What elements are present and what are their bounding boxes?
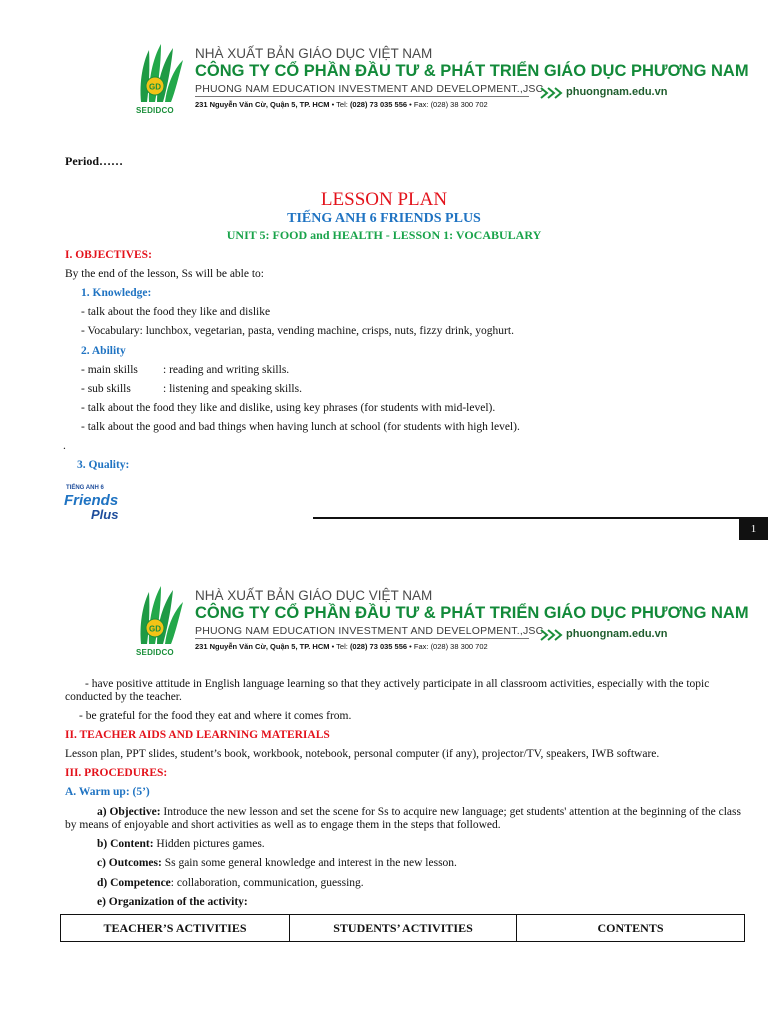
course-subtitle: TIẾNG ANH 6 FRIENDS PLUS — [287, 211, 481, 226]
objectives-heading: I. OBJECTIVES: — [65, 249, 152, 261]
knowledge-heading: 1. Knowledge: — [81, 287, 152, 299]
objective-text: Introduce the new lesson and set the scene for Ss to acquire new language; get students' attention at the beginning of the class by means of enjoyable and short activities as well as to engage them in the steps that followed. — [65, 806, 741, 831]
knowledge-item: - Vocabulary: lunchbox, vegetarian, pasta, vending machine, crisps, nuts, fizzy drink, yoghurt. — [81, 325, 514, 337]
objective-label: a) Objective: — [97, 806, 161, 818]
page-footer-rule — [313, 517, 768, 519]
logo-text: SEDIDCO — [136, 648, 174, 657]
table-header-teacher: TEACHER’S ACTIVITIES — [61, 915, 290, 942]
warmup-heading: A. Warm up: (5’) — [65, 786, 150, 798]
sub-skills-label: - sub skills — [81, 383, 131, 395]
outcomes-line — [97, 857, 457, 870]
activity-table — [60, 914, 745, 942]
content-text: Hidden pictures games. — [153, 838, 265, 850]
company-name: CÔNG TY CỔ PHẦN ĐẦU TƯ & PHÁT TRIỂN GIÁO DỤC PHƯƠNG NAM — [195, 62, 749, 80]
organization-heading: e) Organization of the activity: — [97, 896, 248, 908]
ability-item: - talk about the food they like and dislike, using key phrases (for students with mid-level). — [81, 402, 496, 414]
publisher-name: NHÀ XUẤT BẢN GIÁO DỤC VIỆT NAM — [195, 588, 433, 603]
table-header-row — [61, 915, 745, 942]
content-label: b) Content: — [97, 838, 154, 850]
svg-text:GD: GD — [149, 624, 161, 634]
ability-item: - talk about the good and bad things when having lunch at school (for students with high level). — [81, 421, 520, 433]
outcomes-label: c) Outcomes: — [97, 857, 162, 869]
header-divider — [195, 638, 529, 639]
sub-skills-value: : listening and speaking skills. — [163, 383, 302, 395]
sedidco-logo-icon — [135, 584, 187, 658]
competence-text: : collaboration, communication, guessing. — [170, 877, 364, 889]
main-skills-value: : reading and writing skills. — [163, 364, 290, 376]
chevrons-right-icon — [540, 87, 564, 99]
competence-line — [97, 877, 364, 890]
header-divider — [195, 96, 529, 97]
knowledge-item: - talk about the food they like and dislike — [81, 306, 271, 318]
chevrons-right-icon — [540, 629, 564, 641]
svg-text:GD: GD — [149, 82, 161, 92]
procedures-heading: III. PROCEDURES: — [65, 767, 168, 779]
outcomes-text: Ss gain some general knowledge and interest in the new lesson. — [161, 857, 457, 869]
quality-heading: 3. Quality: — [77, 459, 130, 471]
table-header-students: STUDENTS’ ACTIVITIES — [290, 915, 517, 942]
period-label: Period…… — [65, 154, 123, 168]
company-name: CÔNG TY CỔ PHẦN ĐẦU TƯ & PHÁT TRIỂN GIÁO DỤC PHƯƠNG NAM — [195, 604, 749, 622]
main-skills-label: - main skills — [81, 364, 138, 376]
lesson-plan-title: LESSON PLAN — [320, 189, 448, 210]
aids-text: Lesson plan, PPT slides, student’s book, workbook, notebook, personal computer (if any), projector/TV, speakers, IWB software. — [65, 748, 660, 760]
friends-plus-logo: TIẾNG ANH 6 Friends Plus — [64, 485, 119, 522]
ability-heading: 2. Ability — [81, 345, 126, 357]
stray-dot: . — [63, 440, 66, 452]
publisher-name: NHÀ XUẤT BẢN GIÁO DỤC VIỆT NAM — [195, 46, 433, 61]
company-address: 231 Nguyễn Văn Cừ, Quận 5, TP. HCM • Tel: (028) 73 035 556 • Fax: (028) 38 300 702 — [195, 642, 488, 651]
company-name-english: PHUONG NAM EDUCATION INVESTMENT AND DEVELOPMENT.,JSC — [195, 83, 544, 95]
company-name-english: PHUONG NAM EDUCATION INVESTMENT AND DEVELOPMENT.,JSC — [195, 625, 544, 637]
content-line — [97, 838, 265, 851]
unit-title: UNIT 5: FOOD and HEALTH - LESSON 1: VOCABULARY — [226, 228, 542, 242]
table-header-contents: CONTENTS — [517, 915, 745, 942]
company-header — [130, 584, 749, 660]
objectives-intro: By the end of the lesson, Ss will be able to: — [65, 268, 264, 280]
objective-paragraph — [65, 806, 745, 832]
aids-heading: II. TEACHER AIDS AND LEARNING MATERIALS — [65, 729, 330, 741]
logo-text: SEDIDCO — [136, 106, 174, 115]
company-header — [130, 42, 749, 118]
page-number: 1 — [739, 518, 768, 540]
quality-item: - have positive attitude in English language learning so that they actively participate in all classroom activities, especially with the topic conducted by the teacher. — [65, 678, 710, 703]
sedidco-logo-icon — [135, 42, 187, 116]
website-link[interactable]: phuongnam.edu.vn — [566, 628, 668, 640]
quality-item: - be grateful for the food they eat and where it comes from. — [79, 710, 352, 722]
website-link[interactable]: phuongnam.edu.vn — [566, 86, 668, 98]
company-address: 231 Nguyễn Văn Cừ, Quận 5, TP. HCM • Tel: (028) 73 035 556 • Fax: (028) 38 300 702 — [195, 100, 488, 109]
competence-label: d) Competence — [97, 877, 171, 889]
